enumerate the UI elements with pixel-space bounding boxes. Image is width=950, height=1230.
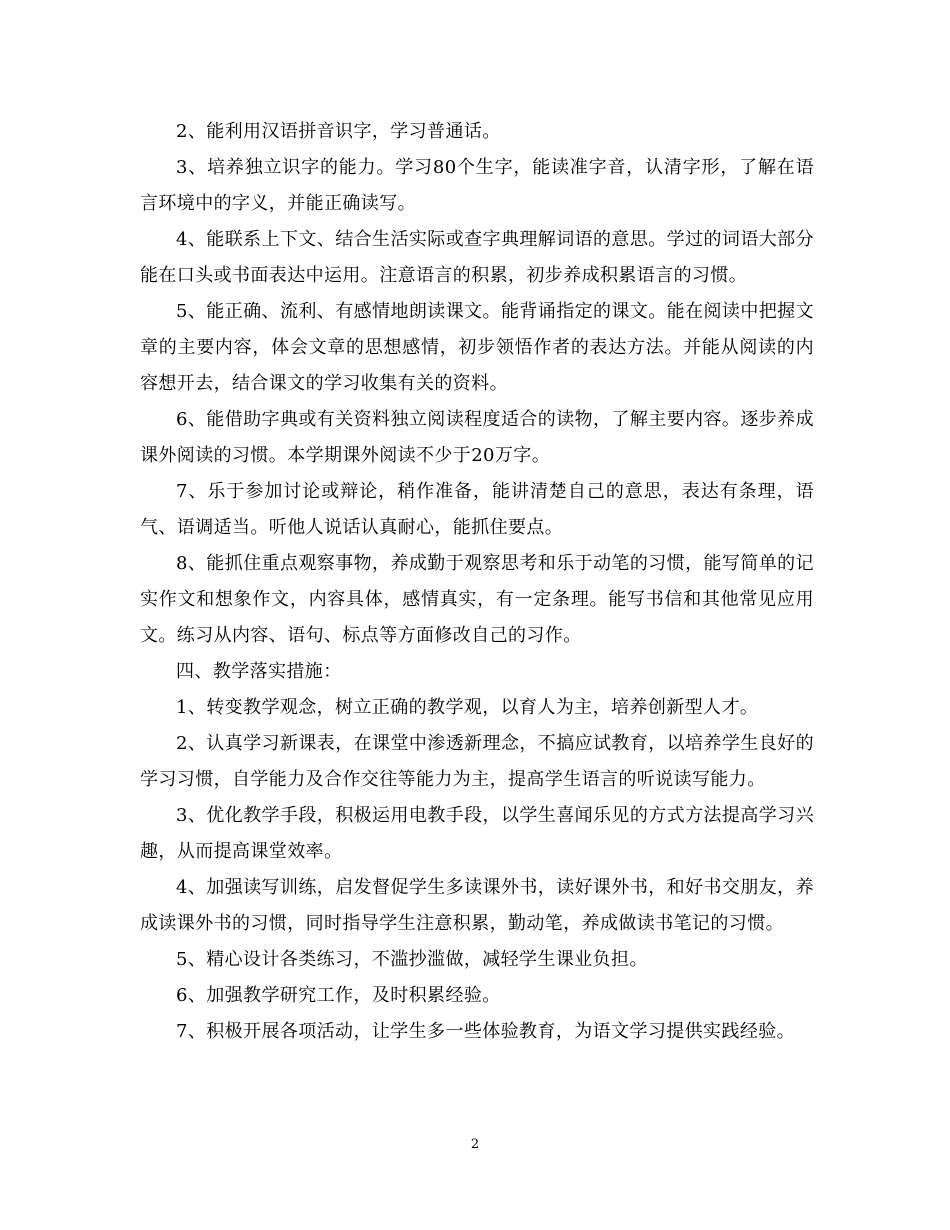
paragraph-measure-7: 7、积极开展各项活动，让学生多一些体验教育，为语文学习提供实践经验。 xyxy=(176,1021,796,1042)
paragraph-measure-5: 5、精心设计各类练习，不滥抄滥做，减轻学生课业负担。 xyxy=(176,949,648,970)
paragraph-measure-2: 2、认真学习新课表，在课堂中渗透新理念，不搞应试教育，以培养学生良好的学习习惯，自学能力及合作交往等能力为主，提高学生语言的听说读写能力。 xyxy=(140,733,814,790)
paragraph-measure-6: 6、加强教学研究工作，及时积累经验。 xyxy=(176,985,501,1006)
page-number: 2 xyxy=(470,1137,480,1152)
paragraph-goal-5: 5、能正确、流利、有感情地朗读课文。能背诵指定的课文。能在阅读中把握文章的主要内容，体会文章的思想感情，初步领悟作者的表达方法。并能从阅读的内容想开去，结合课文的学习收集有关的资料。 xyxy=(140,301,814,394)
paragraph-goal-2: 2、能利用汉语拼音识字，学习普通话。 xyxy=(176,121,501,142)
paragraph-goal-7: 7、乐于参加讨论或辩论，稍作准备，能讲清楚自己的意思，表达有条理，语气、语调适当。听他人说话认真耐心，能抓住要点。 xyxy=(140,481,814,538)
paragraph-measure-1: 1、转变教学观念，树立正确的教学观，以育人为主，培养创新型人才。 xyxy=(176,697,759,718)
section-heading-measures: 四、教学落实措施： xyxy=(176,661,342,682)
paragraph-goal-8: 8、能抓住重点观察事物，养成勤于观察思考和乐于动笔的习惯，能写简单的记实作文和想象作文，内容具体，感情真实，有一定条理。能写书信和其他常见应用文。练习从内容、语句、标点等方面修改自己的习作。 xyxy=(140,553,814,646)
paragraph-goal-4: 4、能联系上下文、结合生活实际或查字典理解词语的意思。学过的词语大部分能在口头或书面表达中运用。注意语言的积累，初步养成积累语言的习惯。 xyxy=(140,229,814,286)
paragraph-goal-3: 3、培养独立识字的能力。学习80个生字，能读准字音，认清字形，了解在语言环境中的字义，并能正确读写。 xyxy=(140,157,814,214)
paragraph-measure-3: 3、优化教学手段，积极运用电教手段，以学生喜闻乐见的方式方法提高学习兴趣，从而提高课堂效率。 xyxy=(140,805,814,862)
paragraph-goal-6: 6、能借助字典或有关资料独立阅读程度适合的读物，了解主要内容。逐步养成课外阅读的习惯。本学期课外阅读不少于20万字。 xyxy=(140,409,814,466)
paragraph-measure-4: 4、加强读写训练，启发督促学生多读课外书，读好课外书，和好书交朋友，养成读课外书的习惯，同时指导学生注意积累，勤动笔，养成做读书笔记的习惯。 xyxy=(140,877,814,934)
document-body xyxy=(140,114,814,1050)
